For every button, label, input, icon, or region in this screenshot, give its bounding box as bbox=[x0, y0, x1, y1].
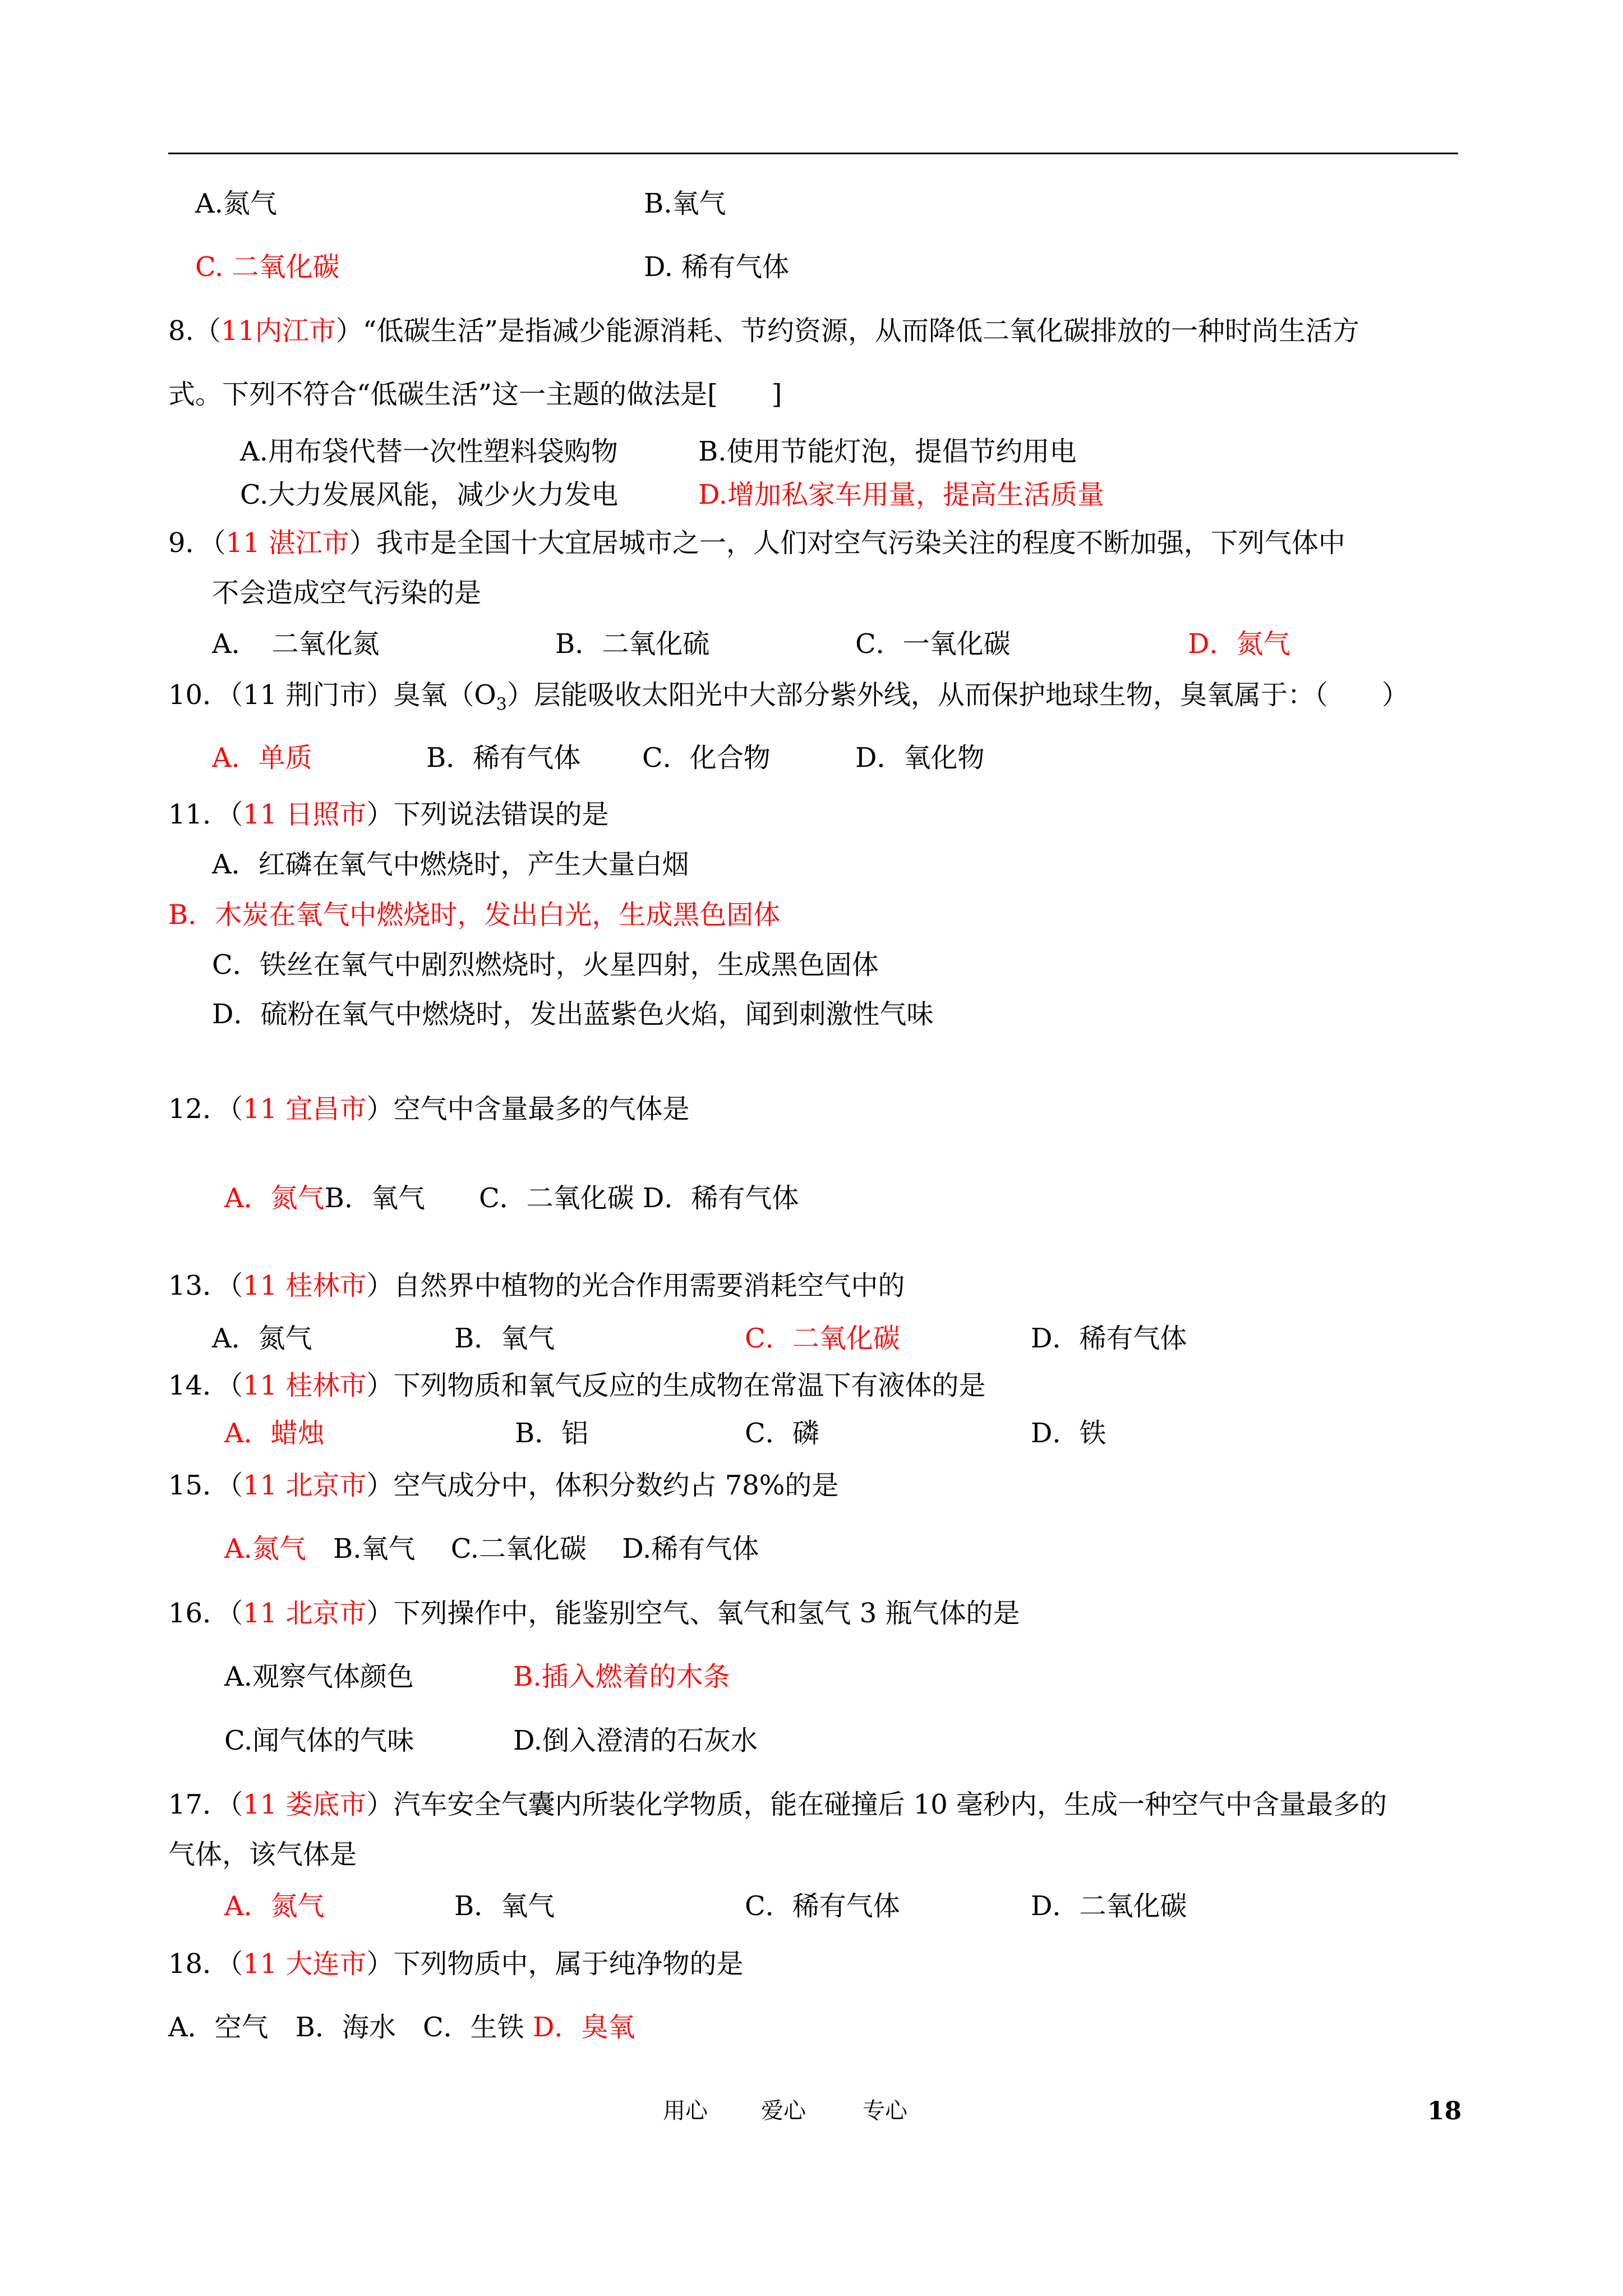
footer-yongxin: 用心 bbox=[663, 2098, 708, 2124]
text-run: 气体，该气体是 bbox=[168, 1839, 357, 1870]
text-line bbox=[515, 1416, 588, 1450]
text-run: B．氧气 C．二氧化碳 D．稀有气体 bbox=[324, 1182, 799, 1214]
question-17 bbox=[168, 1788, 1387, 1821]
text-run: ）“低碳生活”是指减少能源消耗、节约资源，从而降低二氧化碳排放的一种时尚生活方 bbox=[335, 315, 1359, 347]
text-line bbox=[224, 1416, 325, 1450]
footer-aixin: 爱心 bbox=[761, 2098, 806, 2124]
text-run: A．蜡烛 bbox=[224, 1418, 325, 1449]
text-run: B．木炭在氧气中燃烧时，发出白光，生成黑色固体 bbox=[168, 899, 781, 931]
text-run: D.倒入澄清的石灰水 bbox=[513, 1725, 758, 1756]
text-line bbox=[212, 948, 879, 982]
text-run: A.氮气 bbox=[195, 188, 277, 219]
text-run: D．铁 bbox=[1031, 1418, 1106, 1449]
text-line bbox=[224, 1889, 325, 1923]
text-run: 13．（ bbox=[168, 1270, 243, 1301]
text-line bbox=[1031, 1416, 1106, 1450]
header-rule bbox=[168, 153, 1458, 154]
text-run: A.用布袋代替一次性塑料袋购物 bbox=[240, 436, 618, 467]
text-line bbox=[224, 1532, 759, 1566]
text-line bbox=[168, 1838, 357, 1871]
text-run: C．铁丝在氧气中剧烈燃烧时，火星四射，生成黑色固体 bbox=[212, 949, 879, 981]
text-run: D．臭氧 bbox=[532, 2012, 635, 2043]
text-line bbox=[513, 1724, 758, 1757]
text-run: ）空气中含量最多的气体是 bbox=[366, 1093, 690, 1125]
text-run: 15．（ bbox=[168, 1470, 243, 1501]
page-number: 18 bbox=[1427, 2097, 1462, 2125]
text-run: 16．（ bbox=[168, 1598, 243, 1629]
text-run: D．氧化物 bbox=[855, 742, 985, 774]
question-8 bbox=[168, 314, 1359, 348]
text-run: B.插入燃着的木条 bbox=[513, 1661, 730, 1692]
text-run: 11 宜昌市 bbox=[243, 1093, 367, 1125]
text-run: ）下列物质中，属于纯净物的是 bbox=[366, 1948, 744, 1980]
text-run: A．空气 B．海水 C．生铁 bbox=[168, 2012, 533, 2043]
text-line bbox=[195, 250, 340, 284]
text-run: 11 湛江市 bbox=[225, 527, 349, 559]
text-run: B.氧气 bbox=[644, 188, 726, 219]
text-line bbox=[454, 1889, 555, 1923]
text-run: 11 北京市 bbox=[243, 1598, 367, 1629]
text-line bbox=[224, 1660, 414, 1694]
text-line bbox=[745, 1322, 900, 1355]
text-run: C．二氧化碳 bbox=[745, 1323, 900, 1354]
text-run: ）下列说法错误的是 bbox=[366, 799, 609, 830]
text-line bbox=[224, 1181, 799, 1215]
text-run: 11．（ bbox=[168, 799, 243, 830]
text-line bbox=[212, 576, 481, 610]
text-run: 11 日照市 bbox=[243, 799, 367, 830]
text-line bbox=[1031, 1322, 1187, 1355]
question-12 bbox=[168, 1092, 689, 1126]
text-run: A.氮气 bbox=[224, 1533, 306, 1565]
text-line bbox=[212, 741, 312, 775]
text-run: D．二氧化碳 bbox=[1031, 1890, 1187, 1922]
text-line bbox=[1031, 1889, 1187, 1923]
text-line bbox=[855, 741, 985, 775]
question-13 bbox=[168, 1269, 905, 1303]
text-run: B.氧气 C.二氧化碳 D.稀有气体 bbox=[306, 1533, 759, 1565]
text-run: 11 大连市 bbox=[243, 1948, 367, 1980]
text-run: A． 二氧化氮 bbox=[212, 628, 380, 660]
text-line bbox=[1188, 627, 1290, 661]
text-run: 11 北京市 bbox=[243, 1470, 367, 1501]
question-18 bbox=[168, 1947, 743, 1981]
text-run: A．氮气 bbox=[224, 1890, 325, 1922]
text-run: D．氮气 bbox=[1188, 628, 1290, 660]
text-run: C.大力发展风能，减少火力发电 bbox=[240, 479, 619, 510]
text-line bbox=[454, 1322, 555, 1355]
text-line bbox=[240, 435, 618, 468]
text-run: D. 稀有气体 bbox=[644, 251, 790, 283]
question-9 bbox=[168, 526, 1345, 560]
text-run: C．磷 bbox=[745, 1418, 819, 1449]
text-run: 10．（11 荆门市）臭氧（O bbox=[168, 679, 496, 711]
text-run: B．二氧化硫 bbox=[555, 628, 710, 660]
text-run: 11 桂林市 bbox=[243, 1270, 367, 1301]
text-run: 8.（ bbox=[168, 315, 221, 347]
text-line bbox=[224, 1724, 414, 1757]
footer-zhuanxin: 专心 bbox=[863, 2098, 907, 2124]
text-line bbox=[212, 1322, 312, 1355]
text-run: 式。下列不符合“低碳生活”这一主题的做法是[ ] bbox=[168, 379, 782, 410]
text-run: 14．（ bbox=[168, 1370, 243, 1401]
text-run: 11 娄底市 bbox=[243, 1789, 367, 1820]
text-line bbox=[644, 250, 789, 284]
text-run: D．稀有气体 bbox=[1031, 1323, 1187, 1354]
text-run: ）层能吸收太阳光中大部分紫外线，从而保护地球生物，臭氧属于：（ ） bbox=[506, 679, 1409, 711]
text-run: C．稀有气体 bbox=[745, 1890, 900, 1922]
text-line bbox=[168, 898, 780, 932]
text-run: 17．（ bbox=[168, 1789, 243, 1820]
text-run: A．单质 bbox=[212, 742, 312, 774]
text-run: B．铝 bbox=[515, 1418, 589, 1449]
text-run: 11内江市 bbox=[220, 315, 336, 347]
text-line bbox=[212, 848, 689, 881]
text-run: A．氮气 bbox=[224, 1182, 325, 1214]
text-line bbox=[240, 478, 618, 512]
text-run: B．氧气 bbox=[454, 1890, 555, 1922]
text-run: 12．（ bbox=[168, 1093, 243, 1125]
text-run: ）我市是全国十大宜居城市之一，人们对空气污染关注的程度不断加强，下列气体中 bbox=[349, 527, 1345, 559]
text-run: C．化合物 bbox=[642, 742, 771, 774]
question-15 bbox=[168, 1469, 838, 1502]
text-run: ）下列操作中，能鉴别空气、氧气和氢气 3 瓶气体的是 bbox=[366, 1598, 1020, 1629]
text-run: 不会造成空气污染的是 bbox=[212, 577, 482, 609]
text-run: ）空气成分中，体积分数约占 78%的是 bbox=[366, 1470, 839, 1501]
text-run: C.闻气体的气味 bbox=[224, 1725, 414, 1756]
question-14 bbox=[168, 1369, 985, 1402]
text-run: D．硫粉在氧气中燃烧时，发出蓝紫色火焰，闻到刺激性气味 bbox=[212, 999, 934, 1030]
text-line bbox=[426, 741, 580, 775]
text-line bbox=[745, 1416, 819, 1450]
question-11 bbox=[168, 798, 608, 831]
text-line bbox=[168, 2010, 635, 2044]
text-line bbox=[212, 627, 380, 661]
text-line bbox=[745, 1889, 900, 1923]
text-run: B．氧气 bbox=[454, 1323, 555, 1354]
text-run: A．红磷在氧气中燃烧时，产生大量白烟 bbox=[212, 849, 689, 880]
text-run: A．氮气 bbox=[212, 1323, 312, 1354]
text-run: B.使用节能灯泡，提倡节约用电 bbox=[698, 436, 1077, 467]
text-run: A.观察气体颜色 bbox=[224, 1661, 414, 1692]
text-run: ）自然界中植物的光合作用需要消耗空气中的 bbox=[366, 1270, 905, 1301]
question-16 bbox=[168, 1596, 1020, 1630]
text-line bbox=[698, 478, 1104, 512]
text-line bbox=[855, 627, 1011, 661]
text-line bbox=[644, 187, 726, 220]
text-run: C. 二氧化碳 bbox=[195, 251, 340, 283]
text-line bbox=[212, 997, 934, 1031]
text-run: ）汽车安全气囊内所装化学物质，能在碰撞后 10 毫秒内，生成一种空气中含量最多的 bbox=[366, 1789, 1387, 1820]
text-line bbox=[513, 1660, 730, 1694]
text-line bbox=[168, 378, 782, 411]
text-run: 18．（ bbox=[168, 1948, 243, 1980]
text-line bbox=[698, 435, 1077, 468]
text-run: 9．（ bbox=[168, 527, 226, 559]
text-run: 3 bbox=[496, 694, 507, 715]
text-run: C．一氧化碳 bbox=[855, 628, 1011, 660]
text-run: B．稀有气体 bbox=[426, 742, 581, 774]
text-line bbox=[195, 187, 277, 220]
text-run: D.增加私家车用量，提高生活质量 bbox=[698, 479, 1105, 510]
text-line bbox=[555, 627, 709, 661]
text-line bbox=[642, 741, 771, 775]
question-10 bbox=[168, 678, 1409, 722]
text-run: ）下列物质和氧气反应的生成物在常温下有液体的是 bbox=[366, 1370, 986, 1401]
text-run: 11 桂林市 bbox=[243, 1370, 367, 1401]
